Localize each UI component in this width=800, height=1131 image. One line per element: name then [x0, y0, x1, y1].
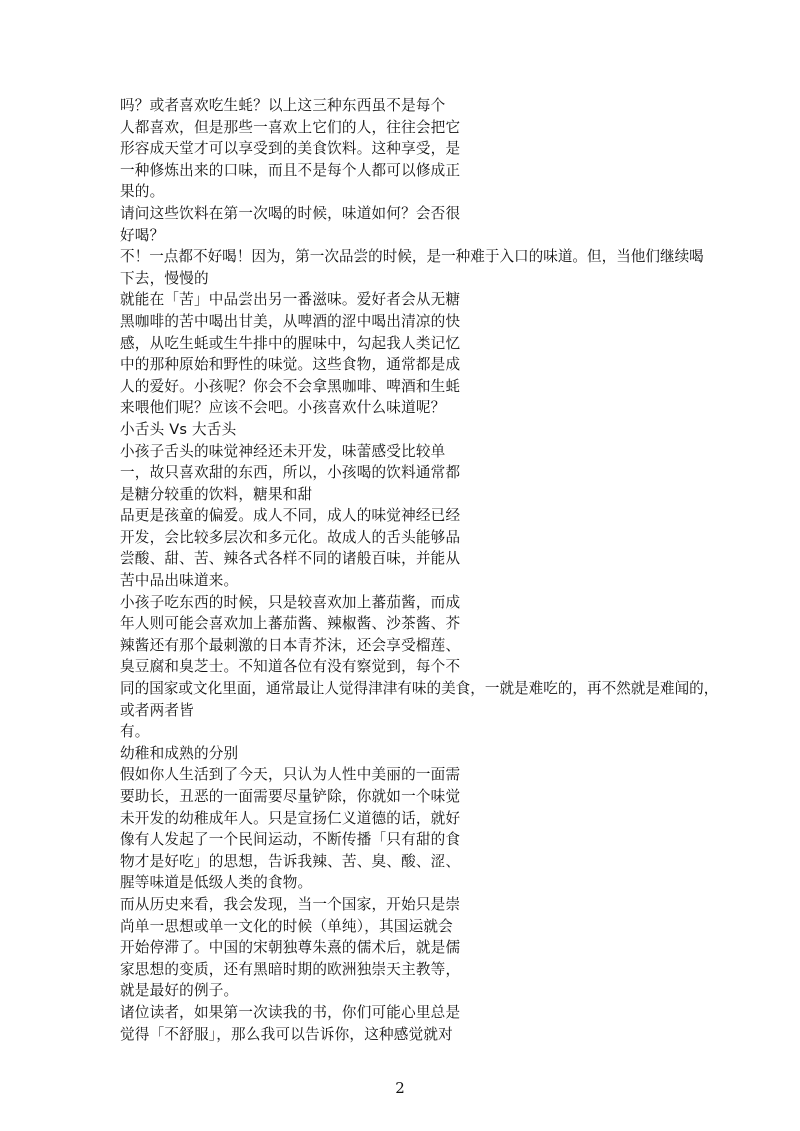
text-line: 果的。	[120, 183, 165, 201]
text-line: 辣酱还有那个最刺激的日本青芥沫，还会享受榴莲、	[120, 636, 461, 654]
text-line: 开始停滞了。中国的宋朝独尊朱熹的儒术后，就是儒	[120, 939, 461, 957]
text-line: 假如你人生活到了今天，只认为人性中美丽的一面需	[120, 766, 461, 784]
page-number: 2	[395, 1079, 405, 1097]
text-line: 黑咖啡的苦中喝出甘美，从啤酒的涩中喝出清凉的快	[120, 312, 461, 330]
text-line: 未开发的幼稚成年人。只是宣扬仁义道德的话，就好	[120, 809, 461, 827]
text-line: 人的爱好。小孩呢？你会不会拿黑咖啡、啤酒和生蚝	[120, 377, 461, 395]
text-line: 品更是孩童的偏爱。成人不同，成人的味觉神经已经	[120, 507, 461, 525]
text-line: 家思想的变质，还有黑暗时期的欧洲独崇天主教等，	[120, 960, 461, 978]
text-line: 苦中品出味道来。	[120, 572, 239, 590]
text-line: 小孩子吃东西的时候，只是较喜欢加上蕃茄酱，而成	[120, 593, 461, 611]
text-line: 尚单一思想或单一文化的时候（单纯），其国运就会	[120, 917, 453, 935]
text-line: 一，故只喜欢甜的东西，所以，小孩喝的饮料通常都	[120, 464, 461, 482]
text-line: 开发，会比较多层次和多元化。故成人的舌头能够品	[120, 528, 461, 546]
text-line: 要助长，丑恶的一面需要尽量铲除，你就如一个味觉	[120, 788, 461, 805]
text-line: 臭豆腐和臭芝士。不知道各位有没有察觉到，每个不	[120, 658, 461, 676]
text-line: 一种修炼出来的口味，而且不是每个人都可以修成正	[120, 161, 461, 179]
text-line: 中的那种原始和野性的味觉。这些食物，通常都是成	[120, 356, 461, 374]
text-line: 是糖分较重的饮料，糖果和甜	[120, 485, 313, 503]
text-line: 吗？或者喜欢吃生蚝？以上这三种东西虽不是每个	[120, 97, 446, 114]
text-line: 年人则可能会喜欢加上蕃茄酱、辣椒酱、沙茶酱、芥	[120, 615, 461, 633]
text-line: 不！一点都不好喝！因为，第一次品尝的时候，是一种难于入口的味道。但，当他们继续喝	[120, 248, 704, 266]
text-line: 感，从吃生蚝或生牛排中的腥味中，勾起我人类记忆	[120, 334, 461, 352]
text-line: 形容成天堂才可以享受到的美食饮料。这种享受，是	[120, 140, 461, 158]
text-line: 或者两者皆	[120, 701, 194, 719]
body-text	[120, 95, 719, 1045]
section-heading: 小舌头 Vs 大舌头	[120, 420, 237, 438]
text-line: 觉得「不舒服」，那么我可以告诉你，这种感觉就对	[120, 1025, 453, 1043]
text-line: 有。	[120, 723, 150, 741]
text-line: 像有人发起了一个民间运动，不断传播「只有甜的食	[120, 831, 461, 849]
text-line: 请问这些饮料在第一次喝的时候，味道如何？会否很	[120, 204, 461, 222]
text-line: 而从历史来看，我会发现，当一个国家，开始只是崇	[120, 895, 461, 913]
text-line: 小孩子舌头的味觉神经还未开发，味蕾感受比较单	[120, 442, 446, 460]
text-line: 尝酸、甜、苦、辣各式各样不同的诸般百味，并能从	[120, 550, 461, 568]
text-line: 物才是好吃」的思想，告诉我辣、苦、臭、酸、涩、	[120, 852, 461, 870]
text-line: 同的国家或文化里面，通常最让人觉得津津有味的美食，一就是难吃的，再不然就是难闻的，	[120, 680, 719, 698]
section-heading: 幼稚和成熟的分别	[120, 744, 239, 762]
text-line: 就能在「苦」中品尝出另一番滋味。爱好者会从无糖	[120, 291, 461, 309]
text-line: 下去，慢慢的	[120, 269, 209, 287]
text-line: 好喝？	[120, 226, 165, 244]
text-line: 诸位读者，如果第一次读我的书，你们可能心里总是	[120, 1003, 461, 1021]
text-line: 腥等味道是低级人类的食物。	[120, 874, 313, 892]
text-line: 人都喜欢，但是那些一喜欢上它们的人，往往会把它	[120, 118, 461, 136]
text-line: 就是最好的例子。	[120, 982, 239, 1000]
text-line: 来喂他们呢？应该不会吧。小孩喜欢什么味道呢？	[120, 399, 446, 417]
